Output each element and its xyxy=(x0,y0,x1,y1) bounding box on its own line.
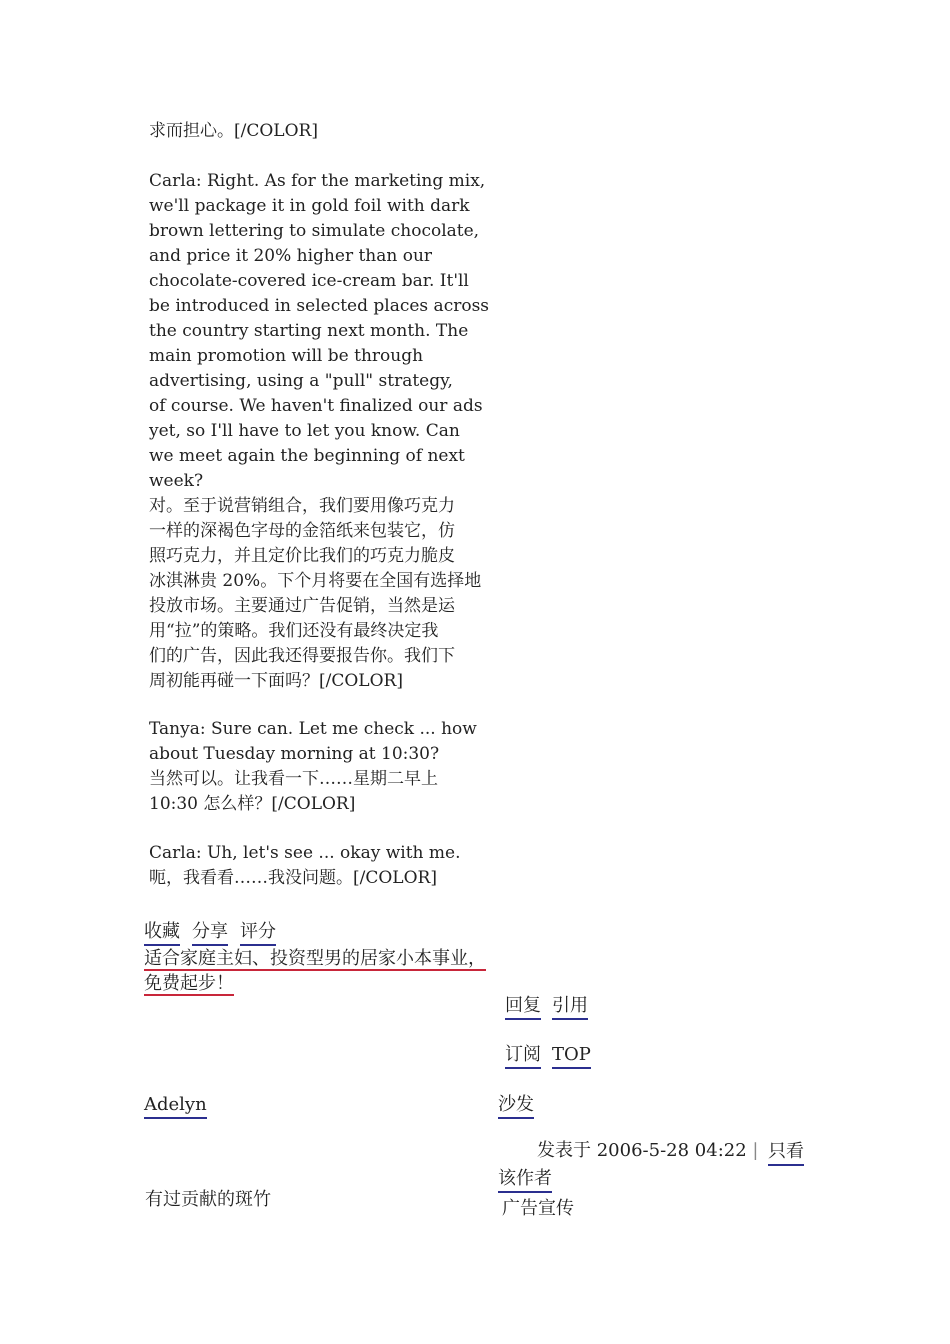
rate-link[interactable]: 评分 xyxy=(240,920,276,946)
text-ad-line-2: 免费起步！ xyxy=(144,973,234,994)
ad-label: 广告宣传 xyxy=(502,1198,574,1219)
only-author-link-part-2[interactable]: 该作者 xyxy=(498,1167,552,1193)
reply-link[interactable]: 回复 xyxy=(505,994,541,1020)
text-ad-line-1: 适合家庭主妇、投资型男的居家小本事业， xyxy=(144,948,486,969)
post-paragraph-2: Tanya: Sure can. Let me check ... how about Tuesday morning at 10:30? 当然可以。让我看一下……星期二早上 10:30 怎么样？[/COLOR] xyxy=(149,719,477,814)
text-ad-link[interactable] xyxy=(144,946,504,996)
subscribe-link[interactable]: 订阅 xyxy=(505,1043,541,1069)
top-link[interactable]: TOP xyxy=(552,1043,591,1069)
only-author-link-part-1[interactable]: 只看 xyxy=(768,1140,804,1166)
post-paragraph-0: 求而担心。[/COLOR] xyxy=(149,121,318,141)
favorite-link[interactable]: 收藏 xyxy=(144,920,180,946)
floor-link[interactable]: 沙发 xyxy=(498,1093,534,1119)
share-link[interactable]: 分享 xyxy=(192,920,228,946)
posted-prefix: 发表于 xyxy=(537,1140,591,1161)
quote-link[interactable]: 引用 xyxy=(552,994,588,1020)
meta-separator: | xyxy=(752,1140,759,1161)
user-title: 有过贡献的斑竹 xyxy=(145,1189,271,1210)
post-meta xyxy=(537,1139,758,1163)
post-paragraph-1: Carla: Right. As for the marketing mix, we'll package it in gold foil with dark brown lettering to simulate chocolate, and price it 20% higher than our chocolate-covered ice-cream bar. It'll be introduced in selected places across the country starting next month. The main promotion will be through advertising, using a "pull" strategy, of course. We haven't finalized our ads yet, so I'll have to let you know. Can we meet again the beginning of next week? 对。至于说营销组合，我们要用像巧克力 一样的深褐色字母的金箔纸来包装它，仿 照巧克力，并且定价比我们的巧克力脆皮 冰淇淋贵 20%。下个月将要在全国有选择地 投放市场。主要通过广告促销，当然是运 用“拉”的策略。我们还没有最终决定我 们的广告，因此我还得要报告你。我们下 周初能再碰一下面吗？[/COLOR] xyxy=(149,171,490,691)
post-paragraph-3: Carla: Uh, let's see ... okay with me. 呃，我看看……我没问题。[/COLOR] xyxy=(149,843,461,888)
posted-time: 2006-5-28 04:22 xyxy=(596,1140,747,1161)
author-link[interactable]: Adelyn xyxy=(144,1093,207,1119)
